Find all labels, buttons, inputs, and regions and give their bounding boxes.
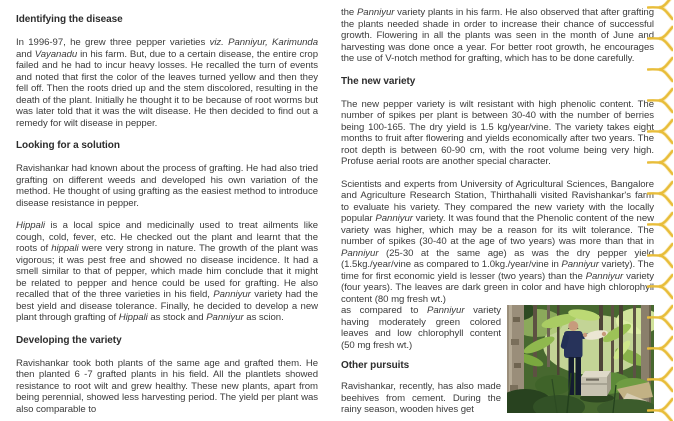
right-column <box>341 7 654 421</box>
paragraph-hippali-spice: Hippali is a local spice and medicinally used to treat ailments like cough, cold, fever, etc. He checked out the plant and learnt that the roots of hippali were very strong in nature. The growth of the plant was vigorous; it was pest free and showed no disease incidence. It had a smell similar to that of pepper, which made him conclude that it might be related to pepper and hence could be used for grafting. He also recalled that of the three varieties in his field, Panniyur variety had the best yield and disease tolerance. Finally, he decided to develop a new plant through grafting of Hippali as stock and Panniyur as scion. <box>16 220 319 323</box>
plantation-photo-illustration <box>507 305 654 413</box>
paragraph-grafting-idea: Ravishankar had known about the process of grafting. He had also tried grafting on different weeds and developed his own variation of the method. He thought of using grafting as the easiest method to introduce disease resistance in pepper. <box>16 163 318 209</box>
paragraph-evaluation: Scientists and experts from University of Agricultural Sciences, Bangalore and Agriculture Research Station, Thirthahalli visited Ravishankar's farm to evaluate his variety. They compared the new variety with the locally popular Panniyur variety. It was found that the Phenolic content of the new variety was higher, which may be a reason for its wilt tolerance. The number of spikes (30-40 at the age of two years) was more than that in Panniyur (25-30 at the same age) as was the dry pepper yield (1.5kg./year/vine as compared to 1.0kg./year/vine in Panniyur variety). The time for first economic yield is lesser (two years) than the Panniyur variety (four years). The leaves are dark green in color and have high chlorophyll content (80 mg fresh wt.) <box>341 178 654 305</box>
heading-looking-for-a-solution: Looking for a solution <box>16 140 120 151</box>
heading-identifying-the-disease: Identifying the disease <box>16 14 123 25</box>
heading-developing-the-variety: Developing the variety <box>16 334 122 346</box>
paragraph-cement-beehives: Ravishankar, recently, has also made beehives from cement. During the rainy season, wooden hives get <box>341 381 501 415</box>
heading-the-new-variety: The new variety <box>341 75 416 87</box>
paragraph-developing-variety: Ravishankar took both plants of the same age and grafted them. He then planted 6 -7 grafted plants in his field. All the plantlets showed resistance to root wilt and grew healthy. These new plants, apart from being perennial, showed less harvesting period. The yield per plant was also comparable to <box>16 357 318 415</box>
paragraph-disease-history: In 1996-97, he grew three pepper varieties viz. Panniyur, Karimunda and Vayanadu in his farm. But, due to a certain disease, the entire crop failed and he had to incur heavy losses. He recalled the turn of events and noted that first the color of the leaves turned yellow and then they fell off. Then the roots dried up and the stem discolored, resulting in the death of the plant. Initially he thought it to be because of root worms but was later told that it was the wilt disease. He then decided to find out a remedy for wilt disease in pepper. <box>16 37 318 129</box>
paragraph-variety-traits: The new pepper variety is wilt resistant with high phenolic content. The number of spikes per plant is between 30-40 with the number of berries being 100-165. The dry yield is 1.5 kg/year/vine. The variety takes eight months to fruit after flowering and yields economically after two years. The root depth is between 60-90 cm, with the root volume being very high. Profuse aerial roots are another special character. <box>341 98 654 167</box>
photo-text-row <box>341 305 654 416</box>
left-column <box>16 7 318 421</box>
narrow-text-column <box>341 305 501 416</box>
heading-other-pursuits: Other pursuits <box>341 360 410 371</box>
paragraph-grafting-observations: the Panniyur variety plants in his farm. He also observed that after grafting the plants needed shade in order to increase their chance of successful growth. Flowering in all the plants was seen in the month of June and harvesting was done once a year. For better root growth, he encourages the use of V-notch method for grafting, which has to be done carefully. <box>341 7 654 64</box>
plantation-photo <box>507 305 654 413</box>
paragraph-evaluation-continued: as compared to Panniyur variety having moderately green colored leaves and low chlorophyll content (50 mg fresh wt.) <box>341 305 501 351</box>
